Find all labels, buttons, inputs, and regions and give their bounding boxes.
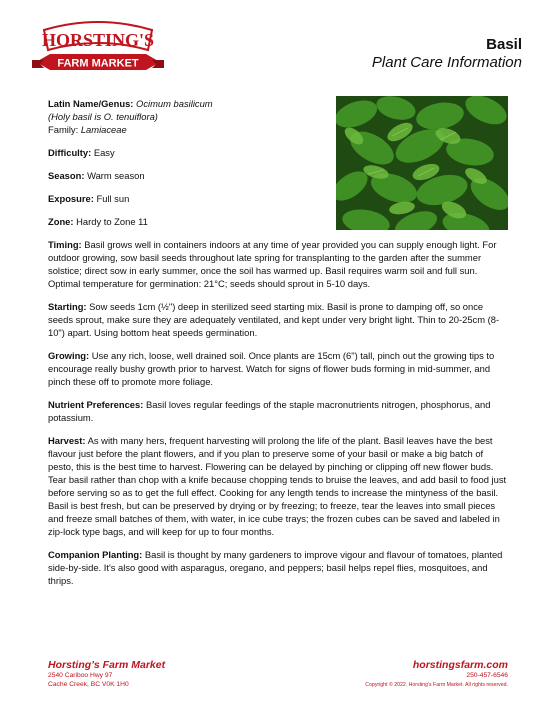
difficulty: [48, 146, 510, 159]
companion-label: Companion Planting:: [48, 549, 143, 560]
zone-label: Zone:: [48, 216, 74, 227]
difficulty-label: Difficulty:: [48, 147, 92, 158]
latin-name: [48, 97, 510, 110]
zone-value: Hardy to Zone 11: [76, 216, 148, 227]
companion-planting: [48, 548, 510, 587]
plant-info: [48, 97, 510, 597]
latin-note: (Holy basil is O. tenuiflora): [48, 111, 158, 122]
starting: [48, 300, 510, 339]
footer-phone: 250-457-6546: [466, 672, 508, 679]
nutrient-preferences: [48, 398, 510, 424]
exposure-label: Exposure:: [48, 193, 94, 204]
nutrients-value: Basil loves regular feedings of the staple macronutrients nitrogen, phosphorus, and potassium.: [48, 399, 491, 423]
growing: [48, 349, 510, 388]
harvest-value: As with many hers, frequent harvesting will prolong the life of the plant. Basil leaves have the best flavour just before the plant flowers, and if you plan to preserve some of your basil or make a big batch of pesto, this is the best time to harvest. Flowering can be delayed by pinching or clipping off new flower buds. Tear basil rather than chop with a knife because chopping tends to bruise the leaves, and add basil to food just before serving so as to get the full effect. Cooking for any length tends to increase the mintyness of the basil. Basil is best fresh, but can be preserved by drying or by freezing; to freeze, tear the leaves into small pieces and freeze small batches of them, with water, in ice cube trays; the frozen cubes can be saved and labeled in zip-lock type bags, and will keep for up to four months.: [48, 435, 507, 537]
difficulty-value: Easy: [93, 147, 115, 158]
page-title: Basil: [486, 36, 522, 53]
footer: [48, 659, 508, 709]
starting-value: Sow seeds 1cm (½") deep in sterilized seed starting mix. Basil is prone to damping off, so once seeds sprout, make sure they are adequately ventilated, and kept under very bright light. Thin to 20-25cm (8-10") apart. Using bottom heat speeds germination.: [48, 301, 500, 338]
footer-website-link[interactable]: horstingsfarm.com: [412, 659, 508, 671]
family-value: Lamiaceae: [80, 124, 127, 135]
timing-value: Basil grows well in containers indoors at any time of year provided you can supply enough light. For outdoor growing, sow basil seeds throughout late spring for transplanting to the garden after the summer solstice; direct sow in early summer, once the soil has warmed up. Basil requires warm soil and full sun. Optimal temperature for germination: 21°C; seeds should sprout in 5-10 days.: [48, 239, 497, 289]
season-label: Season:: [48, 170, 85, 181]
timing: [48, 238, 510, 290]
season: [48, 169, 510, 182]
family-label: Family:: [48, 124, 79, 135]
footer-copyright: Copyright © 2022. Horsting’s Farm Market. All rights reserved.: [365, 681, 508, 688]
footer-address-line1: 2540 Cariboo Hwy 97: [48, 672, 113, 679]
footer-address-line2: Cache Creek, BC V0K 1H0: [48, 680, 129, 688]
family: [48, 123, 510, 136]
starting-label: Starting:: [48, 301, 87, 312]
nutrients-label: Nutrient Preferences:: [48, 399, 144, 410]
growing-label: Growing:: [48, 350, 90, 361]
latin-value: Ocimum basilicum: [136, 98, 213, 109]
companion-value: Basil is thought by many gardeners to improve vigour and flavour of tomatoes, planted side-by-side. It's also good with asparagus, oregano, and peppers; basil helps repel flies, mosquitoes, and thrips.: [48, 549, 503, 586]
footer-address-block: [48, 659, 165, 689]
exposure: [48, 192, 510, 205]
timing-label: Timing:: [48, 239, 82, 250]
footer-business-name: Horsting’s Farm Market: [48, 659, 166, 671]
zone: [48, 215, 510, 228]
horstings-logo: [30, 14, 166, 86]
harvest-label: Harvest:: [48, 435, 86, 446]
header: [372, 36, 522, 72]
latin-label: Latin Name/Genus:: [48, 98, 134, 109]
logo-text-main: HORSTING'S: [41, 30, 155, 50]
page-subtitle: Plant Care Information: [371, 54, 522, 71]
harvest: [48, 434, 510, 538]
logo-text-sub: FARM MARKET: [57, 57, 139, 70]
footer-contact-block: [365, 659, 508, 689]
exposure-value: Full sun: [96, 193, 130, 204]
season-value: Warm season: [87, 170, 145, 181]
growing-value: Use any rich, loose, well drained soil. Once plants are 15cm (6") tall, pinch out the growing tips to encourage really bushy growth prior to harvest. Watch for signs of flower buds forming in mid-summer, and pinch these off to promote more foliage.: [48, 350, 495, 387]
